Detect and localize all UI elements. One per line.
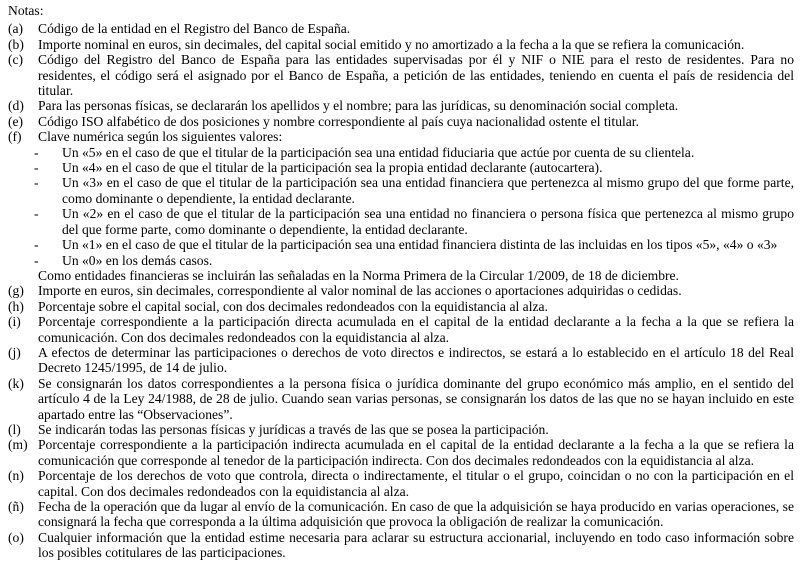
note-text: Código de la entidad en el Registro del Banco de España. (38, 21, 351, 37)
note-enye (8, 499, 794, 530)
note-f-item-text: Un «3» en el caso de que el titular de la participación sea una entidad financiera que pertenezca al mismo grupo del que forme parte, como dominante o dependiente, la entidad declarante. (62, 175, 794, 206)
note-text: Se indicarán todas las personas físicas y jurídicas a través de las que se posea la participación. (38, 421, 549, 437)
note-c (8, 52, 794, 98)
note-text: Clave numérica según los siguientes valores: (38, 129, 283, 145)
note-label: (o) (8, 529, 24, 545)
note-label: (h) (8, 298, 24, 314)
note-label: (ñ) (8, 499, 24, 514)
note-m (8, 437, 794, 468)
note-f-item-text: Un «1» en el caso de que el titular de la participación sea una entidad financiera distinta de las incluidas en los tipos «5», «4» o «3» (62, 237, 778, 253)
note-text: Cualquier información que la entidad estime necesaria para aclarar su estructura accionarial, incluyendo en todo caso información sobre los posibles cotitulares de las participaciones. (38, 529, 794, 561)
note-label: (a) (8, 21, 24, 37)
note-f-item (8, 253, 794, 268)
note-n (8, 468, 794, 499)
note-g (8, 283, 794, 298)
note-label: (g) (8, 283, 24, 299)
note-k (8, 376, 794, 422)
note-a (8, 21, 794, 36)
note-h (8, 299, 794, 314)
note-f (8, 129, 794, 144)
note-e (8, 114, 794, 129)
note-text: Código del Registro del Banco de España para las entidades supervisadas por él y NIF o NIE para el resto de residentes. Para no residentes, el código será el asignado por el Banco de España, a petición de las entidades, teniendo en cuenta el país de residencia del titular. (38, 52, 794, 99)
note-text: Código ISO alfabético de dos posiciones y nombre correspondiente al país cuya nacionalidad ostente el titular. (38, 113, 639, 129)
note-label: (e) (8, 113, 24, 129)
dash-bullet: - (34, 206, 39, 222)
dash-bullet: - (34, 237, 39, 253)
note-f-item (8, 237, 794, 252)
note-text: Importe nominal en euros, sin decimales, del capital social emitido y no amortizado a la fecha a la que se refiera la comunicación. (38, 36, 745, 52)
note-text: Para las personas físicas, se declararán los apellidos y el nombre; para las jurídicas, su denominación social completa. (38, 98, 679, 114)
note-label: (n) (8, 468, 24, 484)
note-f-item (8, 175, 794, 206)
note-label: (i) (8, 314, 21, 330)
note-text: Porcentaje sobre el capital social, con dos decimales redondeados con la equidistancia al alza. (38, 298, 548, 314)
note-label: (j) (8, 344, 21, 360)
notes-heading: Notas: (8, 3, 44, 18)
note-label: (m) (8, 437, 28, 453)
note-i (8, 314, 794, 345)
note-text: A efectos de determinar las participaciones o derechos de voto directos e indirectos, se estará a lo establecido en el artículo 18 del Real Decreto 1245/1995, de 14 de julio. (38, 344, 794, 376)
note-label: (k) (8, 375, 24, 391)
note-f-item-text: Un «5» en el caso de que el titular de la participación sea una entidad fiduciaria que actúe por cuenta de su clientela. (62, 144, 695, 160)
note-label: (l) (8, 421, 21, 437)
note-f-item-text: Un «2» en el caso de que el titular de la participación sea una entidad no financiera o persona física que pertenezca al mismo grupo del que forme parte, como dominante o dependiente, la entidad declarante. (62, 206, 794, 237)
note-j (8, 345, 794, 376)
note-text: Porcentaje correspondiente a la participación indirecta acumulada en el capital de la entidad declarante a la fecha a la que se refiera la comunicación que corresponde al tenedor de la participación indirecta. Con dos decimales redondeados con la equidistancia al alza. (38, 437, 794, 468)
note-f-item-text: Un «0» en los demás casos. (62, 252, 213, 268)
note-l (8, 422, 794, 437)
dash-bullet: - (34, 160, 39, 176)
note-text: Importe en euros, sin decimales, correspondiente al valor nominal de las acciones o aportaciones adquiridas o cedidas. (38, 283, 682, 299)
note-text: Fecha de la operación que da lugar al envío de la comunicación. En caso de que la adquisición se haya producido en varias operaciones, se consignará la fecha que corresponda a la última adquisición que provoca la obligación de realizar la comunicación. (38, 499, 794, 530)
note-f-item-text: Un «4» en el caso de que el titular de la participación sea la propia entidad declarante (autocartera). (62, 160, 603, 176)
note-f-after-text: Como entidades financieras se incluirán las señaladas en la Norma Primera de la Circular 1/2009, de 18 de diciembre. (38, 267, 679, 283)
note-text: Porcentaje correspondiente a la participación directa acumulada en el capital de la entidad declarante a la fecha a la que se refiera la comunicación. Con dos decimales redondeados con la equidistancia al alza. (38, 314, 794, 345)
dash-bullet: - (34, 252, 39, 268)
note-f-item (8, 160, 794, 175)
note-f-item (8, 206, 794, 237)
dash-bullet: - (34, 144, 39, 160)
note-label: (b) (8, 36, 24, 52)
note-d (8, 98, 794, 113)
note-label: (c) (8, 52, 24, 68)
dash-bullet: - (34, 175, 39, 191)
note-o (8, 530, 794, 561)
note-text: Se consignarán los datos correspondientes a la persona física o jurídica dominante del grupo económico más amplio, en el sentido del artículo 4 de la Ley 24/1988, de 28 de julio. Cuando sean varias personas, se consignarán los datos de las que no se hayan incluido en este apartado entre las “Observaciones”. (38, 375, 794, 422)
note-label: (f) (8, 129, 22, 145)
note-f-values-list (8, 145, 794, 268)
note-b (8, 37, 794, 52)
note-text: Porcentaje de los derechos de voto que controla, directa o indirectamente, el titular o el grupo, coincidan o no con la participación en el capital. Con dos decimales redondeados con la equidistancia al alza. (38, 468, 794, 499)
note-f-item (8, 145, 794, 160)
note-label: (d) (8, 98, 24, 114)
